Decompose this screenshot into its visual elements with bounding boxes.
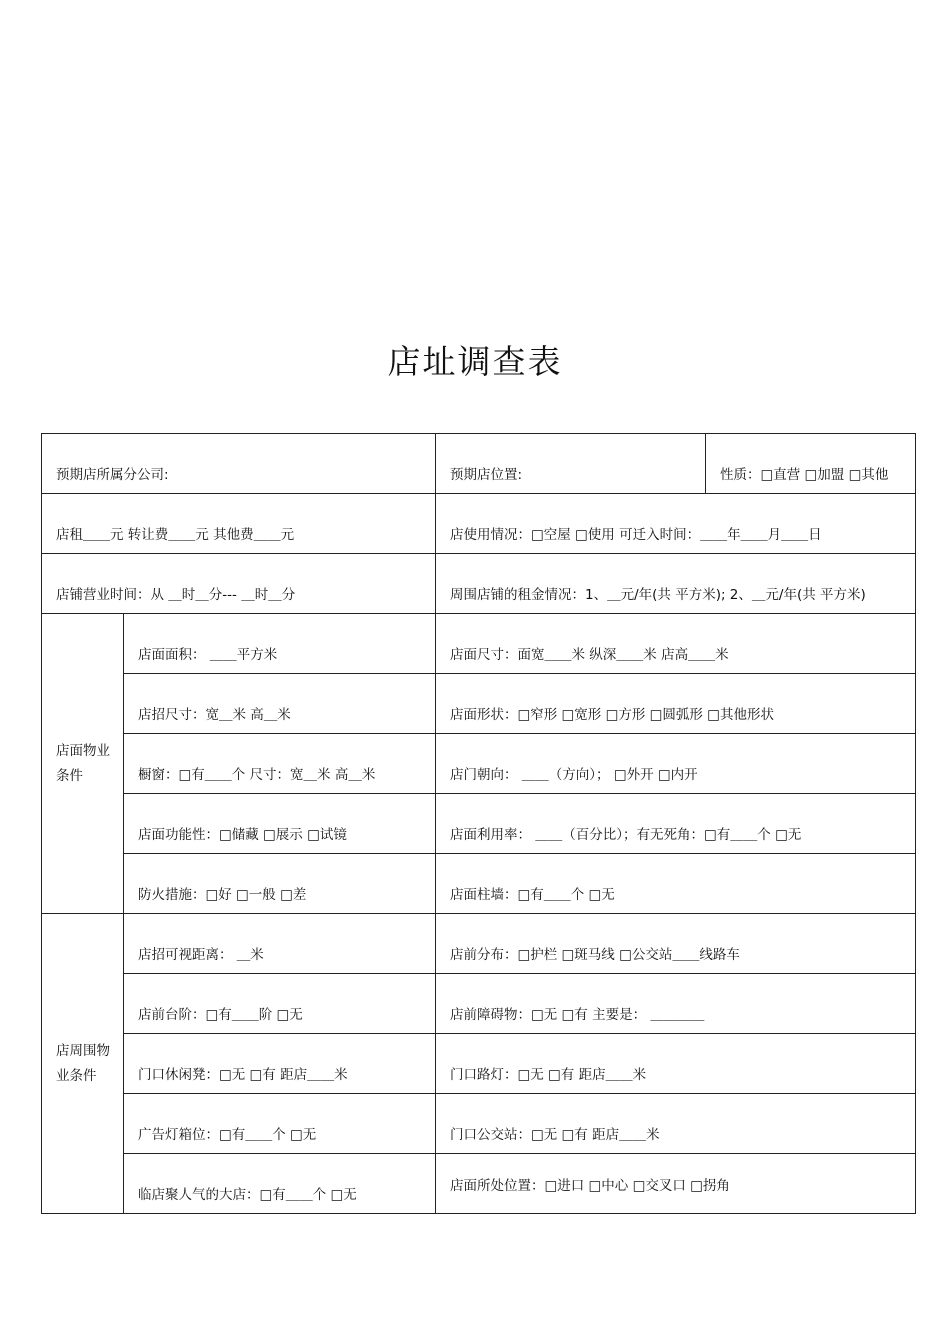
lightbox-field[interactable]: 广告灯箱位：□有＿＿个 □无 xyxy=(124,1094,436,1154)
table-row xyxy=(42,614,916,674)
location-field[interactable]: 预期店位置: xyxy=(436,434,706,494)
table-row xyxy=(42,554,916,614)
table-row xyxy=(42,794,916,854)
hours-field[interactable]: 店铺营业时间：从 ＿时＿分--- ＿时＿分 xyxy=(42,554,436,614)
table-row xyxy=(42,974,916,1034)
table-row xyxy=(42,1154,916,1214)
table-row xyxy=(42,494,916,554)
group-label-storefront: 店面物业条件 xyxy=(42,614,124,914)
storefront-size-field[interactable]: 店面尺寸：面宽＿＿米 纵深＿＿米 店高＿＿米 xyxy=(436,614,916,674)
group-label-surroundings: 店周围物业条件 xyxy=(42,914,124,1214)
bench-field[interactable]: 门口休闲凳：□无 □有 距店＿＿米 xyxy=(124,1034,436,1094)
bus-stop-field[interactable]: 门口公交站：□无 □有 距店＿＿米 xyxy=(436,1094,916,1154)
table-row xyxy=(42,1094,916,1154)
steps-field[interactable]: 店前台阶：□有＿＿阶 □无 xyxy=(124,974,436,1034)
nature-field[interactable]: 性质：□直营 □加盟 □其他 xyxy=(706,434,916,494)
company-field[interactable]: 预期店所属分公司: xyxy=(42,434,436,494)
table-row xyxy=(42,854,916,914)
table-row xyxy=(42,1034,916,1094)
sign-size-field[interactable]: 店招尺寸：宽＿米 高＿米 xyxy=(124,674,436,734)
anchor-store-field[interactable]: 临店聚人气的大店：□有＿＿个 □无 xyxy=(124,1154,436,1214)
functionality-field[interactable]: 店面功能性：□储藏 □展示 □试镜 xyxy=(124,794,436,854)
pillar-wall-field[interactable]: 店面柱墙：□有＿＿个 □无 xyxy=(436,854,916,914)
door-orientation-field[interactable]: 店门朝向： ＿＿（方向）； □外开 □内开 xyxy=(436,734,916,794)
front-layout-field[interactable]: 店前分布：□护栏 □斑马线 □公交站＿＿线路车 xyxy=(436,914,916,974)
site-survey-table xyxy=(41,433,916,1214)
page-title: 店址调查表 xyxy=(387,342,563,381)
storefront-area-field[interactable]: 店面面积： ＿＿平方米 xyxy=(124,614,436,674)
storefront-shape-field[interactable]: 店面形状：□窄形 □宽形 □方形 □圆弧形 □其他形状 xyxy=(436,674,916,734)
sign-visibility-field[interactable]: 店招可视距离： ＿米 xyxy=(124,914,436,974)
obstacles-field[interactable]: 店前障碍物：□无 □有 主要是： ＿＿＿＿ xyxy=(436,974,916,1034)
fire-safety-field[interactable]: 防火措施：□好 □一般 □差 xyxy=(124,854,436,914)
table-row xyxy=(42,914,916,974)
rent-field[interactable]: 店租＿＿元 转让费＿＿元 其他费＿＿元 xyxy=(42,494,436,554)
nearby-rent-field[interactable]: 周围店铺的租金情况：1、＿元/年(共 平方米); 2、＿元/年(共 平方米) xyxy=(436,554,916,614)
table-row xyxy=(42,734,916,794)
usage-field[interactable]: 店使用情况：□空屋 □使用 可迁入时间：＿＿年＿＿月＿＿日 xyxy=(436,494,916,554)
table-row xyxy=(42,434,916,494)
utilization-field[interactable]: 店面利用率： ＿＿（百分比）；有无死角：□有＿＿个 □无 xyxy=(436,794,916,854)
window-field[interactable]: 橱窗：□有＿＿个 尺寸：宽＿米 高＿米 xyxy=(124,734,436,794)
streetlight-field[interactable]: 门口路灯：□无 □有 距店＿＿米 xyxy=(436,1034,916,1094)
store-position-field[interactable]: 店面所处位置：□进口 □中心 □交叉口 □拐角 xyxy=(436,1154,916,1214)
table-row xyxy=(42,674,916,734)
